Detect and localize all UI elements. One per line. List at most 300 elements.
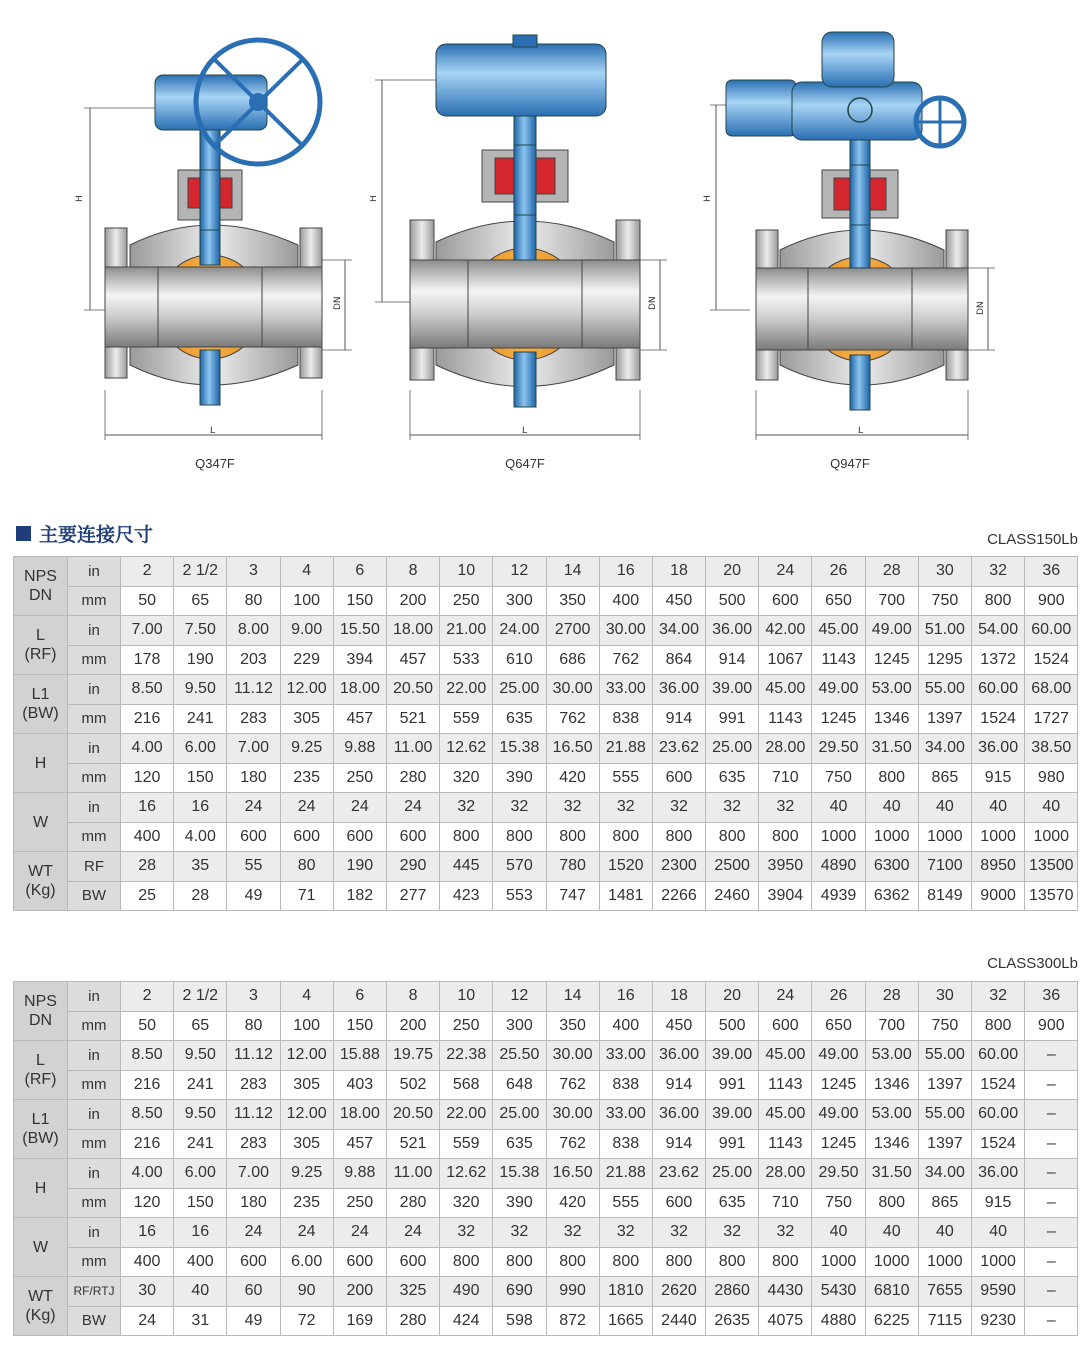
value-cell: 1000: [972, 822, 1025, 852]
row-group-label: [14, 982, 68, 1041]
value-cell: 32: [546, 1218, 599, 1248]
value-cell: 9000: [972, 881, 1025, 911]
value-cell: 241: [174, 1070, 227, 1100]
row-group-label-line: (BW): [22, 705, 59, 722]
value-cell: 36: [1025, 982, 1078, 1012]
value-cell: 32: [759, 1218, 812, 1248]
value-cell: 15.50: [333, 616, 386, 646]
value-cell: 1000: [865, 822, 918, 852]
value-cell: 1143: [759, 1129, 812, 1159]
value-cell: 8.50: [121, 675, 174, 705]
value-cell: 914: [652, 1070, 705, 1100]
value-cell: 30: [918, 557, 971, 587]
value-cell: 25.00: [493, 1100, 546, 1130]
table-row: [14, 1011, 1078, 1041]
value-cell: 1665: [599, 1306, 652, 1336]
unit-cell: mm: [68, 1247, 121, 1277]
value-cell: 18.00: [333, 675, 386, 705]
value-cell: 65: [174, 1011, 227, 1041]
value-cell: 600: [280, 822, 333, 852]
value-cell: 16: [121, 793, 174, 823]
row-group-label-line: WT: [28, 863, 53, 880]
value-cell: 800: [972, 1011, 1025, 1041]
value-cell: 36.00: [652, 1100, 705, 1130]
value-cell: 865: [918, 1188, 971, 1218]
value-cell: 838: [599, 1070, 652, 1100]
value-cell: 800: [759, 822, 812, 852]
value-cell: 650: [812, 586, 865, 616]
table-row: [14, 793, 1078, 823]
value-cell: 7.00: [227, 734, 280, 764]
value-cell: 277: [386, 881, 439, 911]
value-cell: 28.00: [759, 734, 812, 764]
bore-dimension-label: DN: [976, 301, 986, 315]
table-row: [14, 1129, 1078, 1159]
section-title: [16, 520, 153, 547]
value-cell: 915: [972, 1188, 1025, 1218]
value-cell: 23.62: [652, 1159, 705, 1189]
row-group-label: [14, 1159, 68, 1218]
valve-drawing-q947f: [700, 30, 1000, 455]
value-cell: 457: [386, 645, 439, 675]
value-cell: 3950: [759, 852, 812, 882]
value-cell: 600: [652, 763, 705, 793]
value-cell: 283: [227, 1070, 280, 1100]
unit-cell: in: [68, 1041, 121, 1071]
value-cell: –: [1025, 1100, 1078, 1130]
value-cell: 4075: [759, 1306, 812, 1336]
value-cell: 30: [121, 1277, 174, 1307]
value-cell: 40: [972, 793, 1025, 823]
value-cell: 68.00: [1025, 675, 1078, 705]
value-cell: 490: [440, 1277, 493, 1307]
unit-cell: in: [68, 793, 121, 823]
value-cell: 305: [280, 1070, 333, 1100]
value-cell: 800: [440, 822, 493, 852]
value-cell: 216: [121, 1129, 174, 1159]
value-cell: 7115: [918, 1306, 971, 1336]
unit-cell: mm: [68, 704, 121, 734]
value-cell: 200: [386, 586, 439, 616]
value-cell: 10: [440, 557, 493, 587]
table-row: [14, 1277, 1078, 1307]
value-cell: 403: [333, 1070, 386, 1100]
value-cell: 60.00: [972, 1100, 1025, 1130]
value-cell: 600: [333, 822, 386, 852]
value-cell: 800: [706, 1247, 759, 1277]
gear-operated-valve-illustration: [70, 30, 360, 450]
value-cell: 4880: [812, 1306, 865, 1336]
unit-cell: mm: [68, 1011, 121, 1041]
value-cell: 55.00: [918, 1041, 971, 1071]
value-cell: 1397: [918, 1070, 971, 1100]
value-cell: 12.62: [440, 1159, 493, 1189]
value-cell: 150: [174, 1188, 227, 1218]
unit-cell: mm: [68, 645, 121, 675]
row-group-label-line: (RF): [24, 1071, 57, 1088]
value-cell: 8.50: [121, 1041, 174, 1071]
model-label-q347f: Q347F: [195, 456, 235, 471]
value-cell: 700: [865, 1011, 918, 1041]
value-cell: 33.00: [599, 675, 652, 705]
value-cell: 150: [333, 1011, 386, 1041]
value-cell: –: [1025, 1306, 1078, 1336]
value-cell: 32: [599, 793, 652, 823]
value-cell: 2 1/2: [174, 557, 227, 587]
value-cell: 350: [546, 1011, 599, 1041]
value-cell: 6: [333, 557, 386, 587]
row-group-label-line: W: [32, 1238, 49, 1256]
value-cell: 980: [1025, 763, 1078, 793]
table-row: [14, 675, 1078, 705]
value-cell: 30.00: [599, 616, 652, 646]
value-cell: 2266: [652, 881, 705, 911]
unit-cell: in: [68, 675, 121, 705]
value-cell: 203: [227, 645, 280, 675]
value-cell: 762: [546, 1070, 599, 1100]
value-cell: 35: [174, 852, 227, 882]
value-cell: 800: [706, 822, 759, 852]
value-cell: 780: [546, 852, 599, 882]
value-cell: 216: [121, 704, 174, 734]
value-cell: 502: [386, 1070, 439, 1100]
value-cell: 450: [652, 1011, 705, 1041]
table-row: [14, 1306, 1078, 1336]
row-group-label-line: (Kg): [25, 1307, 56, 1324]
row-group-label-line: W: [32, 813, 49, 831]
value-cell: 6362: [865, 881, 918, 911]
value-cell: 12.00: [280, 1100, 333, 1130]
value-cell: 800: [865, 763, 918, 793]
unit-cell: mm: [68, 763, 121, 793]
value-cell: 53.00: [865, 1100, 918, 1130]
value-cell: 555: [599, 1188, 652, 1218]
value-cell: 32: [652, 1218, 705, 1248]
value-cell: 18: [652, 982, 705, 1012]
value-cell: 1067: [759, 645, 812, 675]
value-cell: 9590: [972, 1277, 1025, 1307]
unit-cell: BW: [68, 881, 121, 911]
value-cell: 24: [759, 982, 812, 1012]
value-cell: 45.00: [812, 616, 865, 646]
value-cell: 50: [121, 586, 174, 616]
value-cell: 36.00: [972, 734, 1025, 764]
row-group-label: [14, 675, 68, 734]
value-cell: 800: [972, 586, 1025, 616]
value-cell: 635: [706, 1188, 759, 1218]
value-cell: 32: [493, 1218, 546, 1248]
value-cell: 457: [333, 1129, 386, 1159]
value-cell: 9.00: [280, 616, 333, 646]
value-cell: 6300: [865, 852, 918, 882]
value-cell: 16.50: [546, 1159, 599, 1189]
value-cell: 20: [706, 982, 759, 1012]
value-cell: 25: [121, 881, 174, 911]
value-cell: 553: [493, 881, 546, 911]
value-cell: –: [1025, 1159, 1078, 1189]
value-cell: 400: [121, 1247, 174, 1277]
value-cell: 23.62: [652, 734, 705, 764]
value-cell: 800: [546, 1247, 599, 1277]
value-cell: 28: [865, 982, 918, 1012]
value-cell: 32: [546, 793, 599, 823]
value-cell: 570: [493, 852, 546, 882]
value-cell: 800: [493, 822, 546, 852]
value-cell: 24: [280, 793, 333, 823]
value-cell: –: [1025, 1247, 1078, 1277]
row-group-label-line: H: [34, 754, 47, 772]
height-dimension-label: H: [370, 195, 379, 202]
value-cell: 750: [918, 1011, 971, 1041]
unit-cell: in: [68, 557, 121, 587]
value-cell: 16: [174, 1218, 227, 1248]
value-cell: –: [1025, 1041, 1078, 1071]
value-cell: 2 1/2: [174, 982, 227, 1012]
unit-cell: RF/RTJ: [68, 1277, 121, 1307]
value-cell: 710: [759, 763, 812, 793]
row-group-label: [14, 1218, 68, 1277]
value-cell: 700: [865, 586, 918, 616]
value-cell: –: [1025, 1277, 1078, 1307]
value-cell: 320: [440, 763, 493, 793]
value-cell: 710: [759, 1188, 812, 1218]
value-cell: 6225: [865, 1306, 918, 1336]
value-cell: 12.00: [280, 1041, 333, 1071]
value-cell: 521: [386, 1129, 439, 1159]
value-cell: 24: [121, 1306, 174, 1336]
value-cell: 600: [333, 1247, 386, 1277]
value-cell: 900: [1025, 586, 1078, 616]
value-cell: 22.38: [440, 1041, 493, 1071]
row-group-label: [14, 852, 68, 911]
value-cell: 6.00: [174, 1159, 227, 1189]
value-cell: 305: [280, 1129, 333, 1159]
value-cell: 1810: [599, 1277, 652, 1307]
value-cell: 914: [652, 1129, 705, 1159]
row-group-label-line: NPS: [24, 993, 57, 1010]
unit-cell: RF: [68, 852, 121, 882]
value-cell: 11.00: [386, 1159, 439, 1189]
value-cell: 39.00: [706, 1041, 759, 1071]
value-cell: 24.00: [493, 616, 546, 646]
length-dimension-label: L: [210, 426, 216, 436]
value-cell: 180: [227, 1188, 280, 1218]
value-cell: 610: [493, 645, 546, 675]
value-cell: 32: [440, 1218, 493, 1248]
value-cell: 3: [227, 557, 280, 587]
value-cell: 4.00: [121, 1159, 174, 1189]
table-row: [14, 852, 1078, 882]
value-cell: 4.00: [121, 734, 174, 764]
value-cell: 31.50: [865, 1159, 918, 1189]
value-cell: 182: [333, 881, 386, 911]
value-cell: 40: [1025, 793, 1078, 823]
value-cell: 12: [493, 557, 546, 587]
value-cell: 991: [706, 704, 759, 734]
value-cell: 53.00: [865, 675, 918, 705]
class-label-300: CLASS300Lb: [987, 955, 1078, 972]
value-cell: 12: [493, 982, 546, 1012]
value-cell: 34.00: [918, 1159, 971, 1189]
value-cell: 90: [280, 1277, 333, 1307]
value-cell: 13500: [1025, 852, 1078, 882]
row-group-label-line: H: [34, 1179, 47, 1197]
row-group-label-line: WT: [28, 1288, 53, 1305]
unit-cell: in: [68, 1100, 121, 1130]
value-cell: 24: [759, 557, 812, 587]
value-cell: 800: [865, 1188, 918, 1218]
value-cell: 60.00: [972, 1041, 1025, 1071]
value-cell: 150: [174, 763, 227, 793]
value-cell: 1000: [812, 822, 865, 852]
row-group-label-line: L1: [31, 686, 50, 703]
model-label-q647f: Q647F: [505, 456, 545, 471]
value-cell: 80: [280, 852, 333, 882]
value-cell: 32: [706, 1218, 759, 1248]
value-cell: 9.50: [174, 1041, 227, 1071]
value-cell: 533: [440, 645, 493, 675]
value-cell: 54.00: [972, 616, 1025, 646]
table-row: [14, 645, 1078, 675]
value-cell: 991: [706, 1070, 759, 1100]
row-group-label: [14, 557, 68, 616]
value-cell: 40: [812, 793, 865, 823]
value-cell: 49.00: [812, 1100, 865, 1130]
value-cell: 872: [546, 1306, 599, 1336]
row-group-label: [14, 1041, 68, 1100]
value-cell: 20.50: [386, 675, 439, 705]
value-cell: 216: [121, 1070, 174, 1100]
row-group-label-line: (Kg): [25, 882, 56, 899]
value-cell: 45.00: [759, 1100, 812, 1130]
value-cell: 29.50: [812, 1159, 865, 1189]
value-cell: 40: [972, 1218, 1025, 1248]
table-row: [14, 763, 1078, 793]
value-cell: 280: [386, 1306, 439, 1336]
value-cell: 750: [812, 1188, 865, 1218]
section-title-text: 主要连接尺寸: [39, 524, 154, 546]
length-dimension-label: L: [858, 426, 864, 436]
value-cell: 100: [280, 1011, 333, 1041]
value-cell: 838: [599, 704, 652, 734]
value-cell: 24: [227, 793, 280, 823]
value-cell: 423: [440, 881, 493, 911]
value-cell: 2500: [706, 852, 759, 882]
section-square-icon: [16, 526, 31, 541]
value-cell: 200: [386, 1011, 439, 1041]
value-cell: 559: [440, 704, 493, 734]
value-cell: 24: [280, 1218, 333, 1248]
value-cell: 21.88: [599, 734, 652, 764]
unit-cell: BW: [68, 1306, 121, 1336]
value-cell: 180: [227, 763, 280, 793]
value-cell: 25.00: [706, 1159, 759, 1189]
value-cell: 800: [440, 1247, 493, 1277]
value-cell: 283: [227, 1129, 280, 1159]
table-row: [14, 1100, 1078, 1130]
value-cell: 24: [386, 793, 439, 823]
value-cell: 178: [121, 645, 174, 675]
value-cell: 20.50: [386, 1100, 439, 1130]
value-cell: 8: [386, 982, 439, 1012]
row-group-label-line: L1: [31, 1111, 50, 1128]
table-row: [14, 616, 1078, 646]
value-cell: 30.00: [546, 1041, 599, 1071]
value-cell: 838: [599, 1129, 652, 1159]
value-cell: 650: [812, 1011, 865, 1041]
value-cell: 800: [759, 1247, 812, 1277]
value-cell: 1000: [1025, 822, 1078, 852]
value-cell: 38.50: [1025, 734, 1078, 764]
value-cell: 9.50: [174, 675, 227, 705]
value-cell: 424: [440, 1306, 493, 1336]
value-cell: 1524: [972, 1070, 1025, 1100]
value-cell: 15.38: [493, 1159, 546, 1189]
value-cell: 2460: [706, 881, 759, 911]
value-cell: 991: [706, 1129, 759, 1159]
dimension-table-class150: [13, 556, 1078, 911]
value-cell: 9.25: [280, 734, 333, 764]
value-cell: 394: [333, 645, 386, 675]
value-cell: 6.00: [280, 1247, 333, 1277]
value-cell: 750: [918, 586, 971, 616]
value-cell: 7100: [918, 852, 971, 882]
class-label-150: CLASS150Lb: [987, 531, 1078, 548]
value-cell: 250: [333, 1188, 386, 1218]
value-cell: 250: [333, 763, 386, 793]
value-cell: 55: [227, 852, 280, 882]
value-cell: 24: [333, 793, 386, 823]
value-cell: 1346: [865, 704, 918, 734]
value-cell: 9.88: [333, 1159, 386, 1189]
row-group-label: [14, 1277, 68, 1336]
value-cell: 9.25: [280, 1159, 333, 1189]
value-cell: 686: [546, 645, 599, 675]
value-cell: 800: [493, 1247, 546, 1277]
value-cell: 1397: [918, 1129, 971, 1159]
value-cell: 300: [493, 586, 546, 616]
value-cell: 49.00: [865, 616, 918, 646]
valve-drawing-q647f: [370, 30, 670, 455]
value-cell: 16.50: [546, 734, 599, 764]
value-cell: 1000: [972, 1247, 1025, 1277]
table-row: [14, 822, 1078, 852]
value-cell: 450: [652, 586, 705, 616]
value-cell: 49.00: [812, 675, 865, 705]
value-cell: 762: [599, 645, 652, 675]
value-cell: 400: [121, 822, 174, 852]
value-cell: 28: [174, 881, 227, 911]
unit-cell: mm: [68, 822, 121, 852]
value-cell: 1372: [972, 645, 1025, 675]
value-cell: 19.75: [386, 1041, 439, 1071]
value-cell: 20: [706, 557, 759, 587]
unit-cell: mm: [68, 586, 121, 616]
value-cell: 100: [280, 586, 333, 616]
value-cell: 11.12: [227, 1041, 280, 1071]
value-cell: 55.00: [918, 675, 971, 705]
value-cell: 800: [546, 822, 599, 852]
row-group-label: [14, 793, 68, 852]
value-cell: 80: [227, 586, 280, 616]
value-cell: 914: [706, 645, 759, 675]
value-cell: 1000: [865, 1247, 918, 1277]
value-cell: 36.00: [652, 675, 705, 705]
value-cell: 568: [440, 1070, 493, 1100]
value-cell: 555: [599, 763, 652, 793]
value-cell: 600: [652, 1188, 705, 1218]
table-row: [14, 1188, 1078, 1218]
